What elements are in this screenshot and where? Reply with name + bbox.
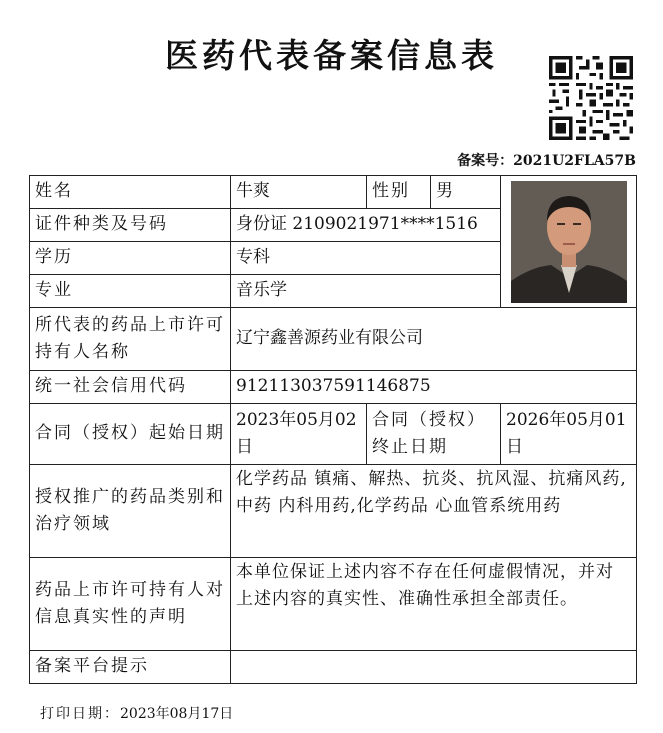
- portrait-photo: [511, 181, 627, 303]
- platform-tips-label: 备案平台提示: [30, 651, 231, 684]
- holder-value: 辽宁鑫善源药业有限公司: [231, 308, 637, 371]
- id-value: 身份证 2109021971****1516: [231, 209, 501, 242]
- qr-code-icon: [549, 56, 633, 140]
- statement-label: 药品上市许可持有人对信息真实性的声明: [30, 558, 231, 651]
- education-value: 专科: [231, 242, 501, 275]
- name-label: 姓名: [30, 176, 231, 209]
- scope-value: 化学药品 镇痛、解热、抗炎、抗风湿、抗痛风药,中药 内科用药,化学药品 心血管系统用药: [231, 465, 637, 558]
- contract-end-value: 2026年05月01日: [501, 404, 637, 465]
- credit-code-value: 912113037591146875: [231, 371, 637, 404]
- credit-code-label: 统一社会信用代码: [30, 371, 231, 404]
- photo-cell: [501, 176, 637, 308]
- gender-value: 男: [431, 176, 501, 209]
- print-date-value: 2023年08月17日: [120, 706, 234, 722]
- record-number-label: 备案号：: [457, 153, 514, 169]
- scope-label: 授权推广的药品类别和治疗领域: [30, 465, 231, 558]
- print-date-label: 打印日期：: [40, 706, 120, 722]
- statement-value: 本单位保证上述内容不存在任何虚假情况，并对上述内容的真实性、准确性承担全部责任。: [231, 558, 637, 651]
- contract-end-label: 合同（授权）终止日期: [367, 404, 501, 465]
- contract-start-label: 合同（授权）起始日期: [30, 404, 231, 465]
- holder-label: 所代表的药品上市许可持有人名称: [30, 308, 231, 371]
- platform-tips-value: [231, 651, 637, 684]
- contract-start-value: 2023年05月02日: [231, 404, 367, 465]
- record-number-value: 2021U2FLA57B: [513, 153, 636, 169]
- major-value: 音乐学: [231, 275, 501, 308]
- id-label: 证件种类及号码: [30, 209, 231, 242]
- major-label: 专业: [30, 275, 231, 308]
- info-table: [29, 175, 637, 684]
- print-date: [40, 703, 233, 723]
- gender-label: 性别: [367, 176, 431, 209]
- page-title: 医药代表备案信息表: [165, 36, 498, 75]
- name-value: 牛爽: [231, 176, 367, 209]
- education-label: 学历: [30, 242, 231, 275]
- record-number: [457, 150, 636, 170]
